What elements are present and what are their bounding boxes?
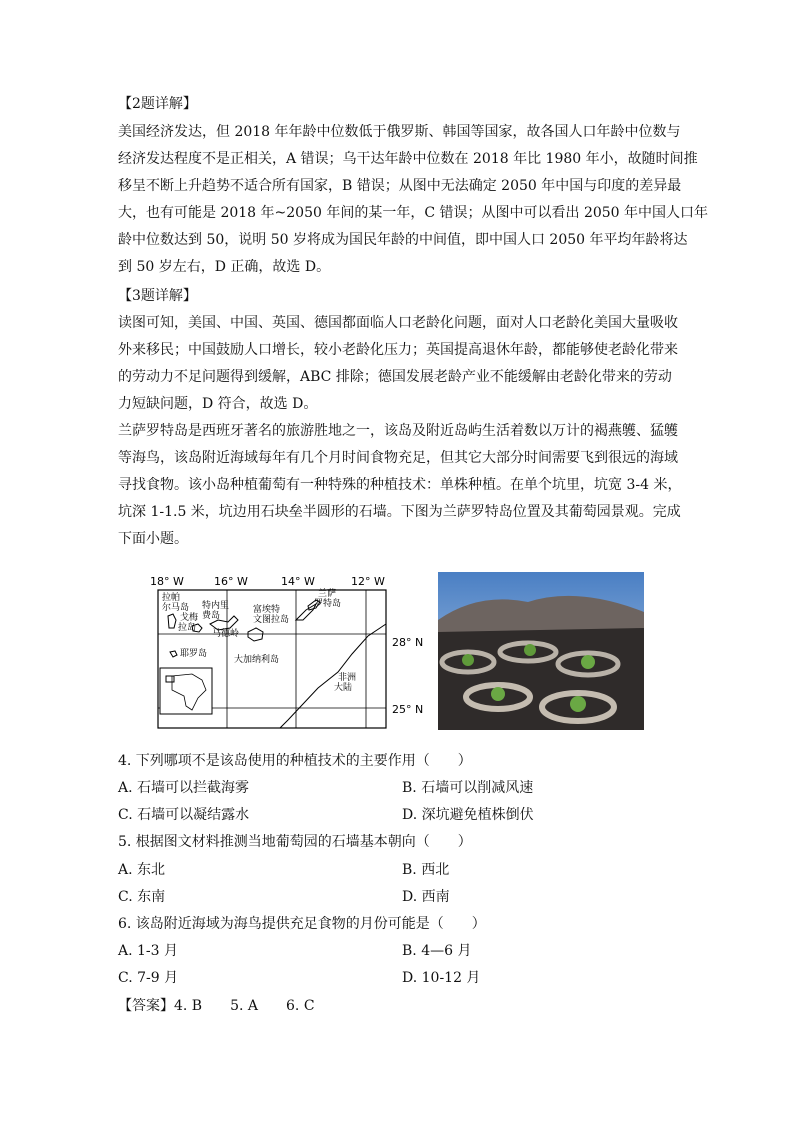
option-d: D. 深坑避免植株倒伏 [402, 807, 534, 823]
label-la-palma: 尔马岛 [162, 603, 190, 613]
island-hierro [170, 651, 177, 657]
label-tenerife: 特内里 [202, 601, 230, 611]
q3-detail-header: 【3题详解】 [118, 288, 197, 304]
label-hierro: 耶罗岛 [180, 649, 208, 659]
question-stem: 6. 该岛附近海域为海鸟提供充足食物的月份可能是（ ） [118, 916, 486, 932]
lon-label: 12° W [351, 575, 385, 588]
label-fuerteventura: 富埃特 [253, 605, 281, 615]
q2-detail-line: 经济发达程度不是正相关，A 错误；乌干达年龄中位数在 2018 年比 1980 年小，故随时间推 [118, 151, 698, 167]
label-gomera: 拉岛 [178, 623, 197, 633]
q2-detail-line: 龄中位数达到 50，说明 50 岁将成为国民年龄的中间值，即中国人口 2050 年平均年龄将达 [118, 232, 688, 248]
option-a: A. 1-3 月 [118, 943, 179, 959]
lon-label: 14° W [281, 575, 315, 588]
label-la-palma: 拉帕 [162, 593, 181, 603]
label-gomera: 戈梅 [180, 613, 199, 623]
option-a: A. 东北 [118, 862, 166, 878]
grapevine [570, 696, 586, 712]
label-lanzarote: 兰萨 [318, 589, 337, 599]
option-c: C. 石墙可以凝结露水 [118, 807, 250, 823]
label-tenerife: 费岛 [202, 611, 221, 621]
option-c: C. 东南 [118, 889, 166, 905]
passage-line: 等海鸟，该岛附近海域每年有几个月时间食物充足，但其它大部分时间需要飞到很远的海域 [118, 450, 678, 466]
option-b: B. 4—6 月 [402, 943, 472, 959]
q2-detail-line: 美国经济发达，但 2018 年年龄中位数低于俄罗斯、韩国等国家，故各国人口年龄中位数与 [118, 124, 681, 140]
q2-detail-line: 到 50 岁左右，D 正确，故选 D。 [118, 259, 331, 275]
q3-detail-line: 的劳动力不足问题得到缓解，ABC 排除；德国发展老龄产业不能缓解由老龄化带来的劳动 [118, 369, 672, 385]
island-fuerteventura [296, 604, 316, 620]
label-lanzarote: 罗特岛 [314, 599, 342, 609]
lat-label: 25° N [392, 703, 424, 716]
option-b: B. 西北 [402, 862, 450, 878]
lon-label: 18° W [150, 575, 184, 588]
passage-line: 坑深 1-1.5 米，坑边用石块垒半圆形的石墙。下图为兰萨罗特岛位置及其葡萄园景观。完成 [118, 504, 681, 520]
option-d: D. 西南 [402, 889, 450, 905]
label-gran-canaria: 大加纳利岛 [234, 655, 280, 665]
lon-label: 16° W [214, 575, 248, 588]
label-fuerteventura: 文图拉岛 [253, 615, 290, 625]
option-d: D. 10-12 月 [402, 970, 481, 986]
answer-line [118, 996, 315, 1016]
vineyard-photo [438, 572, 644, 730]
q3-detail-line: 外来移民；中国鼓励人口增长，较小老龄化压力；英国提高退休年龄，都能够使老龄化带来 [118, 342, 678, 358]
q2-detail-header: 【2题详解】 [118, 96, 197, 112]
option-b: B. 石墙可以削减风速 [402, 780, 534, 796]
island-gran-canaria [248, 628, 263, 641]
option-c: C. 7-9 月 [118, 970, 179, 986]
grapevine [581, 655, 595, 669]
passage-line: 兰萨罗特岛是西班牙著名的旅游胜地之一，该岛及附近岛屿生活着数以万计的褐燕鹱、猛鹱 [118, 423, 678, 439]
island-la-palma [168, 614, 176, 628]
question-stem: 4. 下列哪项不是该岛使用的种植技术的主要作用（ ） [118, 753, 472, 769]
answer-values: 4. B 5. A 6. C [174, 998, 315, 1014]
canary-islands-map [148, 572, 428, 734]
question-stem: 5. 根据图文材料推测当地葡萄园的石墙基本朝向（ ） [118, 834, 472, 850]
q2-detail-line: 移呈不断上升趋势不适合所有国家，B 错误；从图中无法确定 2050 年中国与印度的差异最 [118, 178, 682, 194]
grapevine [491, 687, 505, 701]
answer-label: 【答案】 [118, 998, 174, 1014]
passage-line: 下面小题。 [118, 531, 188, 547]
grapevine [462, 654, 474, 666]
grapevine [524, 644, 536, 656]
figure-area [148, 572, 648, 734]
option-a: A. 石墙可以拦截海雾 [118, 780, 250, 796]
label-africa: 大陆 [334, 683, 353, 693]
q3-detail-line: 力短缺问题，D 符合，故选 D。 [118, 396, 318, 412]
label-africa: 非洲 [338, 673, 357, 683]
q3-detail-line: 读图可知，美国、中国、英国、德国都面临人口老龄化问题，面对人口老龄化美国大量吸收 [118, 315, 678, 331]
label-madeira: 马德岭 [212, 629, 240, 639]
passage-line: 寻找食物。该小岛种植葡萄有一种特殊的种植技术：单株种植。在单个坑里，坑宽 3-4 米， [118, 477, 682, 493]
lat-label: 28° N [392, 636, 424, 649]
q2-detail-line: 大，也有可能是 2018 年~2050 年间的某一年，C 错误；从图中可以看出 2050 年中国人口年 [118, 205, 709, 221]
